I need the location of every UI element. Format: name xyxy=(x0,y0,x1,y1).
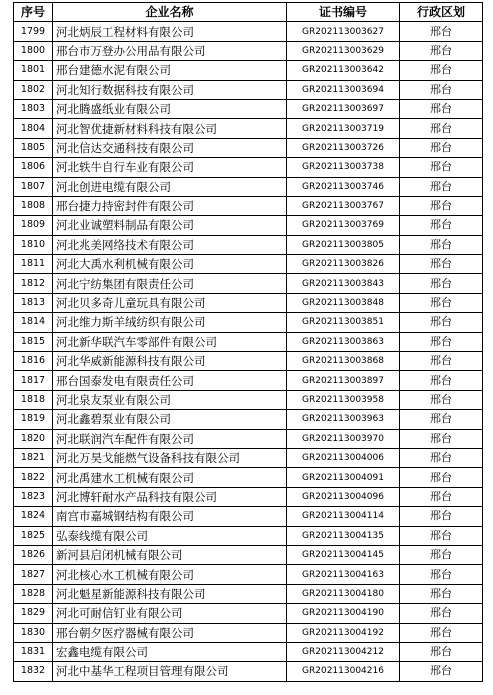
certificate-no-cell: GR202113003719 xyxy=(287,119,400,138)
serial-no-cell: 1820 xyxy=(14,429,53,448)
serial-no-cell: 1803 xyxy=(14,99,53,118)
region-cell: 邢台 xyxy=(400,119,483,138)
serial-no-cell: 1802 xyxy=(14,80,53,99)
serial-no-cell: 1807 xyxy=(14,177,53,196)
serial-no-cell: 1816 xyxy=(14,352,53,371)
table-row xyxy=(14,293,483,312)
region-cell: 邢台 xyxy=(400,332,483,351)
table-row xyxy=(14,429,483,448)
certificate-no-cell: GR202113003963 xyxy=(287,410,400,429)
company-name-cell: 河北可耐信钉业有限公司 xyxy=(53,604,287,623)
header-company-name: 企业名称 xyxy=(53,3,287,22)
region-cell: 邢台 xyxy=(400,235,483,254)
table-row xyxy=(14,332,483,351)
certificate-no-cell: GR202113003767 xyxy=(287,196,400,215)
company-name-cell: 河北宁纺集团有限责任公司 xyxy=(53,274,287,293)
region-cell: 邢台 xyxy=(400,41,483,60)
certificate-no-cell: GR202113003863 xyxy=(287,332,400,351)
region-cell: 邢台 xyxy=(400,138,483,157)
table-row xyxy=(14,662,483,681)
region-cell: 邢台 xyxy=(400,255,483,274)
serial-no-cell: 1829 xyxy=(14,604,53,623)
table-row xyxy=(14,313,483,332)
company-name-cell: 河北泉友泵业有限公司 xyxy=(53,390,287,409)
serial-no-cell: 1822 xyxy=(14,468,53,487)
region-cell: 邢台 xyxy=(400,293,483,312)
region-cell: 邢台 xyxy=(400,99,483,118)
certificate-no-cell: GR202113003697 xyxy=(287,99,400,118)
certificate-no-cell: GR202113003805 xyxy=(287,235,400,254)
company-name-cell: 河北信达交通科技有限公司 xyxy=(53,138,287,157)
serial-no-cell: 1812 xyxy=(14,274,53,293)
serial-no-cell: 1804 xyxy=(14,119,53,138)
table-body xyxy=(14,22,483,681)
company-name-cell: 河北博轩耐水产品科技有限公司 xyxy=(53,487,287,506)
company-name-cell: 邢台捷力持密封件有限公司 xyxy=(53,196,287,215)
header-row xyxy=(14,3,483,22)
serial-no-cell: 1819 xyxy=(14,410,53,429)
company-name-cell: 河北中基华工程项目管理有限公司 xyxy=(53,662,287,681)
table-row xyxy=(14,487,483,506)
region-cell: 邢台 xyxy=(400,80,483,99)
serial-no-cell: 1823 xyxy=(14,487,53,506)
region-cell: 邢台 xyxy=(400,507,483,526)
certificate-no-cell: GR202113003897 xyxy=(287,371,400,390)
certificate-no-cell: GR202113004190 xyxy=(287,604,400,623)
company-name-cell: 邢台建德水泥有限公司 xyxy=(53,61,287,80)
company-name-cell: 河北新华联汽车零部件有限公司 xyxy=(53,332,287,351)
company-name-cell: 邢台国泰发电有限责任公司 xyxy=(53,371,287,390)
region-cell: 邢台 xyxy=(400,526,483,545)
table-row xyxy=(14,216,483,235)
table-row xyxy=(14,235,483,254)
company-name-cell: 河北业诚塑料制品有限公司 xyxy=(53,216,287,235)
serial-no-cell: 1800 xyxy=(14,41,53,60)
region-cell: 邢台 xyxy=(400,545,483,564)
company-name-cell: 河北兆美网络技术有限公司 xyxy=(53,235,287,254)
table-row xyxy=(14,545,483,564)
company-name-cell: 河北禹建水工机械有限公司 xyxy=(53,468,287,487)
company-name-cell: 河北贝多奇儿童玩具有限公司 xyxy=(53,293,287,312)
certificate-no-cell: GR202113004180 xyxy=(287,584,400,603)
table-row xyxy=(14,22,483,41)
serial-no-cell: 1805 xyxy=(14,138,53,157)
region-cell: 邢台 xyxy=(400,429,483,448)
header-serial-no: 序号 xyxy=(14,3,53,22)
table-row xyxy=(14,390,483,409)
company-name-cell: 河北腾盛纸业有限公司 xyxy=(53,99,287,118)
serial-no-cell: 1817 xyxy=(14,371,53,390)
region-cell: 邢台 xyxy=(400,390,483,409)
table-row xyxy=(14,41,483,60)
company-name-cell: 邢台朝夕医疗器械有限公司 xyxy=(53,623,287,642)
serial-no-cell: 1828 xyxy=(14,584,53,603)
serial-no-cell: 1814 xyxy=(14,313,53,332)
certificate-no-cell: GR202113003868 xyxy=(287,352,400,371)
serial-no-cell: 1831 xyxy=(14,642,53,661)
table-row xyxy=(14,158,483,177)
certificate-no-cell: GR202113004163 xyxy=(287,565,400,584)
table-row xyxy=(14,584,483,603)
table-row xyxy=(14,274,483,293)
region-cell: 邢台 xyxy=(400,448,483,467)
company-name-cell: 河北魁星新能源科技有限公司 xyxy=(53,584,287,603)
serial-no-cell: 1827 xyxy=(14,565,53,584)
region-cell: 邢台 xyxy=(400,662,483,681)
certificate-no-cell: GR202113004145 xyxy=(287,545,400,564)
region-cell: 邢台 xyxy=(400,565,483,584)
company-name-cell: 弘泰线缆有限公司 xyxy=(53,526,287,545)
certificate-no-cell: GR202113003627 xyxy=(287,22,400,41)
table-row xyxy=(14,507,483,526)
table-row xyxy=(14,61,483,80)
certificate-no-cell: GR202113004091 xyxy=(287,468,400,487)
header-region: 行政区划 xyxy=(400,3,483,22)
company-name-cell: 河北轶牛自行车业有限公司 xyxy=(53,158,287,177)
region-cell: 邢台 xyxy=(400,642,483,661)
table-row xyxy=(14,352,483,371)
table-row xyxy=(14,119,483,138)
certificate-no-cell: GR202113004192 xyxy=(287,623,400,642)
serial-no-cell: 1806 xyxy=(14,158,53,177)
company-name-cell: 河北知行数据科技有限公司 xyxy=(53,80,287,99)
region-cell: 邢台 xyxy=(400,584,483,603)
enterprise-table xyxy=(13,2,483,682)
company-name-cell: 河北鑫碧泵业有限公司 xyxy=(53,410,287,429)
serial-no-cell: 1824 xyxy=(14,507,53,526)
table-row xyxy=(14,138,483,157)
certificate-no-cell: GR202113004006 xyxy=(287,448,400,467)
region-cell: 邢台 xyxy=(400,274,483,293)
region-cell: 邢台 xyxy=(400,468,483,487)
serial-no-cell: 1826 xyxy=(14,545,53,564)
company-name-cell: 河北核心水工机械有限公司 xyxy=(53,565,287,584)
company-name-cell: 河北万昊戈能燃气设备科技有限公司 xyxy=(53,448,287,467)
table-row xyxy=(14,468,483,487)
certificate-no-cell: GR202113003642 xyxy=(287,61,400,80)
serial-no-cell: 1810 xyxy=(14,235,53,254)
certificate-no-cell: GR202113003848 xyxy=(287,293,400,312)
certificate-no-cell: GR202113003746 xyxy=(287,177,400,196)
certificate-no-cell: GR202113004114 xyxy=(287,507,400,526)
serial-no-cell: 1813 xyxy=(14,293,53,312)
certificate-no-cell: GR202113003738 xyxy=(287,158,400,177)
serial-no-cell: 1801 xyxy=(14,61,53,80)
serial-no-cell: 1811 xyxy=(14,255,53,274)
company-name-cell: 河北创进电缆有限公司 xyxy=(53,177,287,196)
region-cell: 邢台 xyxy=(400,604,483,623)
table-row xyxy=(14,410,483,429)
certificate-no-cell: GR202113004216 xyxy=(287,662,400,681)
table-row xyxy=(14,448,483,467)
region-cell: 邢台 xyxy=(400,216,483,235)
company-name-cell: 河北华威新能源科技有限公司 xyxy=(53,352,287,371)
table-header xyxy=(14,3,483,22)
serial-no-cell: 1832 xyxy=(14,662,53,681)
region-cell: 邢台 xyxy=(400,352,483,371)
certificate-no-cell: GR202113003726 xyxy=(287,138,400,157)
table-row xyxy=(14,526,483,545)
table-row xyxy=(14,255,483,274)
company-name-cell: 邢台市万登办公用品有限公司 xyxy=(53,41,287,60)
company-name-cell: 河北联润汽车配件有限公司 xyxy=(53,429,287,448)
certificate-no-cell: GR202113003769 xyxy=(287,216,400,235)
certificate-no-cell: GR202113003851 xyxy=(287,313,400,332)
certificate-no-cell: GR202113003958 xyxy=(287,390,400,409)
region-cell: 邢台 xyxy=(400,410,483,429)
region-cell: 邢台 xyxy=(400,158,483,177)
region-cell: 邢台 xyxy=(400,313,483,332)
serial-no-cell: 1809 xyxy=(14,216,53,235)
certificate-no-cell: GR202113003629 xyxy=(287,41,400,60)
company-name-cell: 新河县启闭机械有限公司 xyxy=(53,545,287,564)
certificate-no-cell: GR202113003970 xyxy=(287,429,400,448)
certificate-no-cell: GR202113003826 xyxy=(287,255,400,274)
region-cell: 邢台 xyxy=(400,22,483,41)
region-cell: 邢台 xyxy=(400,177,483,196)
table-row xyxy=(14,371,483,390)
certificate-no-cell: GR202113004135 xyxy=(287,526,400,545)
table-row xyxy=(14,604,483,623)
table-row xyxy=(14,80,483,99)
table-row xyxy=(14,642,483,661)
serial-no-cell: 1808 xyxy=(14,196,53,215)
serial-no-cell: 1818 xyxy=(14,390,53,409)
header-certificate-no: 证书编号 xyxy=(287,3,400,22)
certificate-no-cell: GR202113004096 xyxy=(287,487,400,506)
certificate-no-cell: GR202113004212 xyxy=(287,642,400,661)
enterprise-table-container xyxy=(13,2,482,682)
table-row xyxy=(14,623,483,642)
serial-no-cell: 1821 xyxy=(14,448,53,467)
certificate-no-cell: GR202113003843 xyxy=(287,274,400,293)
company-name-cell: 南宫市嘉城钢结构有限公司 xyxy=(53,507,287,526)
table-row xyxy=(14,177,483,196)
region-cell: 邢台 xyxy=(400,61,483,80)
certificate-no-cell: GR202113003694 xyxy=(287,80,400,99)
table-row xyxy=(14,565,483,584)
region-cell: 邢台 xyxy=(400,487,483,506)
table-row xyxy=(14,196,483,215)
company-name-cell: 宏鑫电缆有限公司 xyxy=(53,642,287,661)
serial-no-cell: 1825 xyxy=(14,526,53,545)
company-name-cell: 河北维力斯羊绒纺织有限公司 xyxy=(53,313,287,332)
serial-no-cell: 1815 xyxy=(14,332,53,351)
table-row xyxy=(14,99,483,118)
region-cell: 邢台 xyxy=(400,371,483,390)
company-name-cell: 河北大禹水利机械有限公司 xyxy=(53,255,287,274)
region-cell: 邢台 xyxy=(400,196,483,215)
company-name-cell: 河北炳辰工程材料有限公司 xyxy=(53,22,287,41)
serial-no-cell: 1830 xyxy=(14,623,53,642)
serial-no-cell: 1799 xyxy=(14,22,53,41)
company-name-cell: 河北智优捷新材料科技有限公司 xyxy=(53,119,287,138)
region-cell: 邢台 xyxy=(400,623,483,642)
